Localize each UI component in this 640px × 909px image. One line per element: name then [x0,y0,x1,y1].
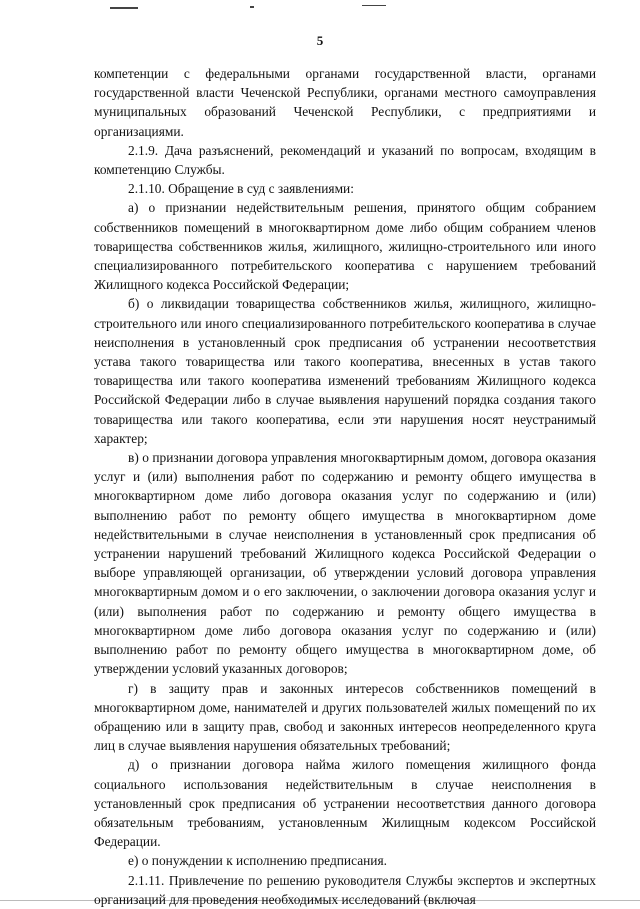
list-item-d: д) о признании договора найма жилого помещения жилищного фонда социального использования недействительным в случае неисполнения в установленный срок предписания об устранении несоответствия данного договора обязательным требованиям, установленным Жилищным кодексом Российской Федерации. [94,757,596,850]
scan-artifact [362,5,386,6]
paragraph-continuation: компетенции с федеральными органами государственной власти, органами государственной власти Чеченской Республики, органами местного самоуправления муниципальных образований Чеченской Республики, с предприятиями и организациями. [94,66,596,139]
document-body [94,64,596,909]
list-item-a: а) о признании недействительным решения, принятого общим собранием собственников помещений в многоквартирном доме либо общим собранием членов товарищества собственников жилья, жилищного, жилищно-строительного или иного специализированного потребительского кооператива с нарушением требований Жилищного кодекса Российской Федерации; [94,200,596,293]
list-item-e: е) о понуждении к исполнению предписания. [128,853,387,869]
paragraph-2-1-9: 2.1.9. Дача разъяснений, рекомендаций и указаний по вопросам, входящим в компетенцию Службы. [94,142,596,178]
scan-artifact [110,7,138,9]
list-item-v: в) о признании договора управления многоквартирным домом, договора оказания услуг и (или) выполнения работ по содержанию и ремонту общего имущества в многоквартирном доме либо договора оказания услуг по содержанию и (или) выполнению работ по ремонту общего имущества в многоквартирном доме недействительными в случае неисполнения в установленный срок предписания об устранении нарушений требований Жилищного кодекса Российской Федерации о выборе управляющей организации, об утверждении условий договора управления многоквартирным домом и о его заключении, о заключении договора оказания услуг и (или) выполнения работ по содержанию и ремонту общего имущества в многоквартирном доме либо договора оказания услуг по содержанию и (или) выполнению работ по ремонту общего имущества в многоквартирном доме, об утверждении условий указанных договоров; [94,450,596,677]
list-item-b: б) о ликвидации товарищества собственников жилья, жилищного, жилищно-строительного или иного специализированного потребительского кооператива в случае неисполнения в установленный срок предписания об устранении несоответствия устава такого товарищества или такого кооператива, внесенных в устав такого товарищества или такого кооператива изменений требованиям Жилищного кодекса Российской Федерации либо в случае выявления нарушений порядка создания такого товарищества или такого кооператива, если эти нарушения носят неустранимый характер; [94,296,596,446]
paragraph-2-1-10: 2.1.10. Обращение в суд с заявлениями: [128,181,354,197]
page-number: 5 [316,33,324,48]
scan-artifact [250,6,254,8]
list-item-g: г) в защиту прав и законных интересов собственников помещений в многоквартирном доме, нанимателей и других пользователей жилых помещений по их обращению или в защиту прав, свобод и законных интересов неопределенного круга лиц в случае выявления нарушения обязательных требований; [94,680,596,754]
paragraph-2-1-11: 2.1.11. Привлечение по решению руководителя Службы экспертов и экспертных организаций для проведения необходимых исследований (включая [94,872,596,907]
